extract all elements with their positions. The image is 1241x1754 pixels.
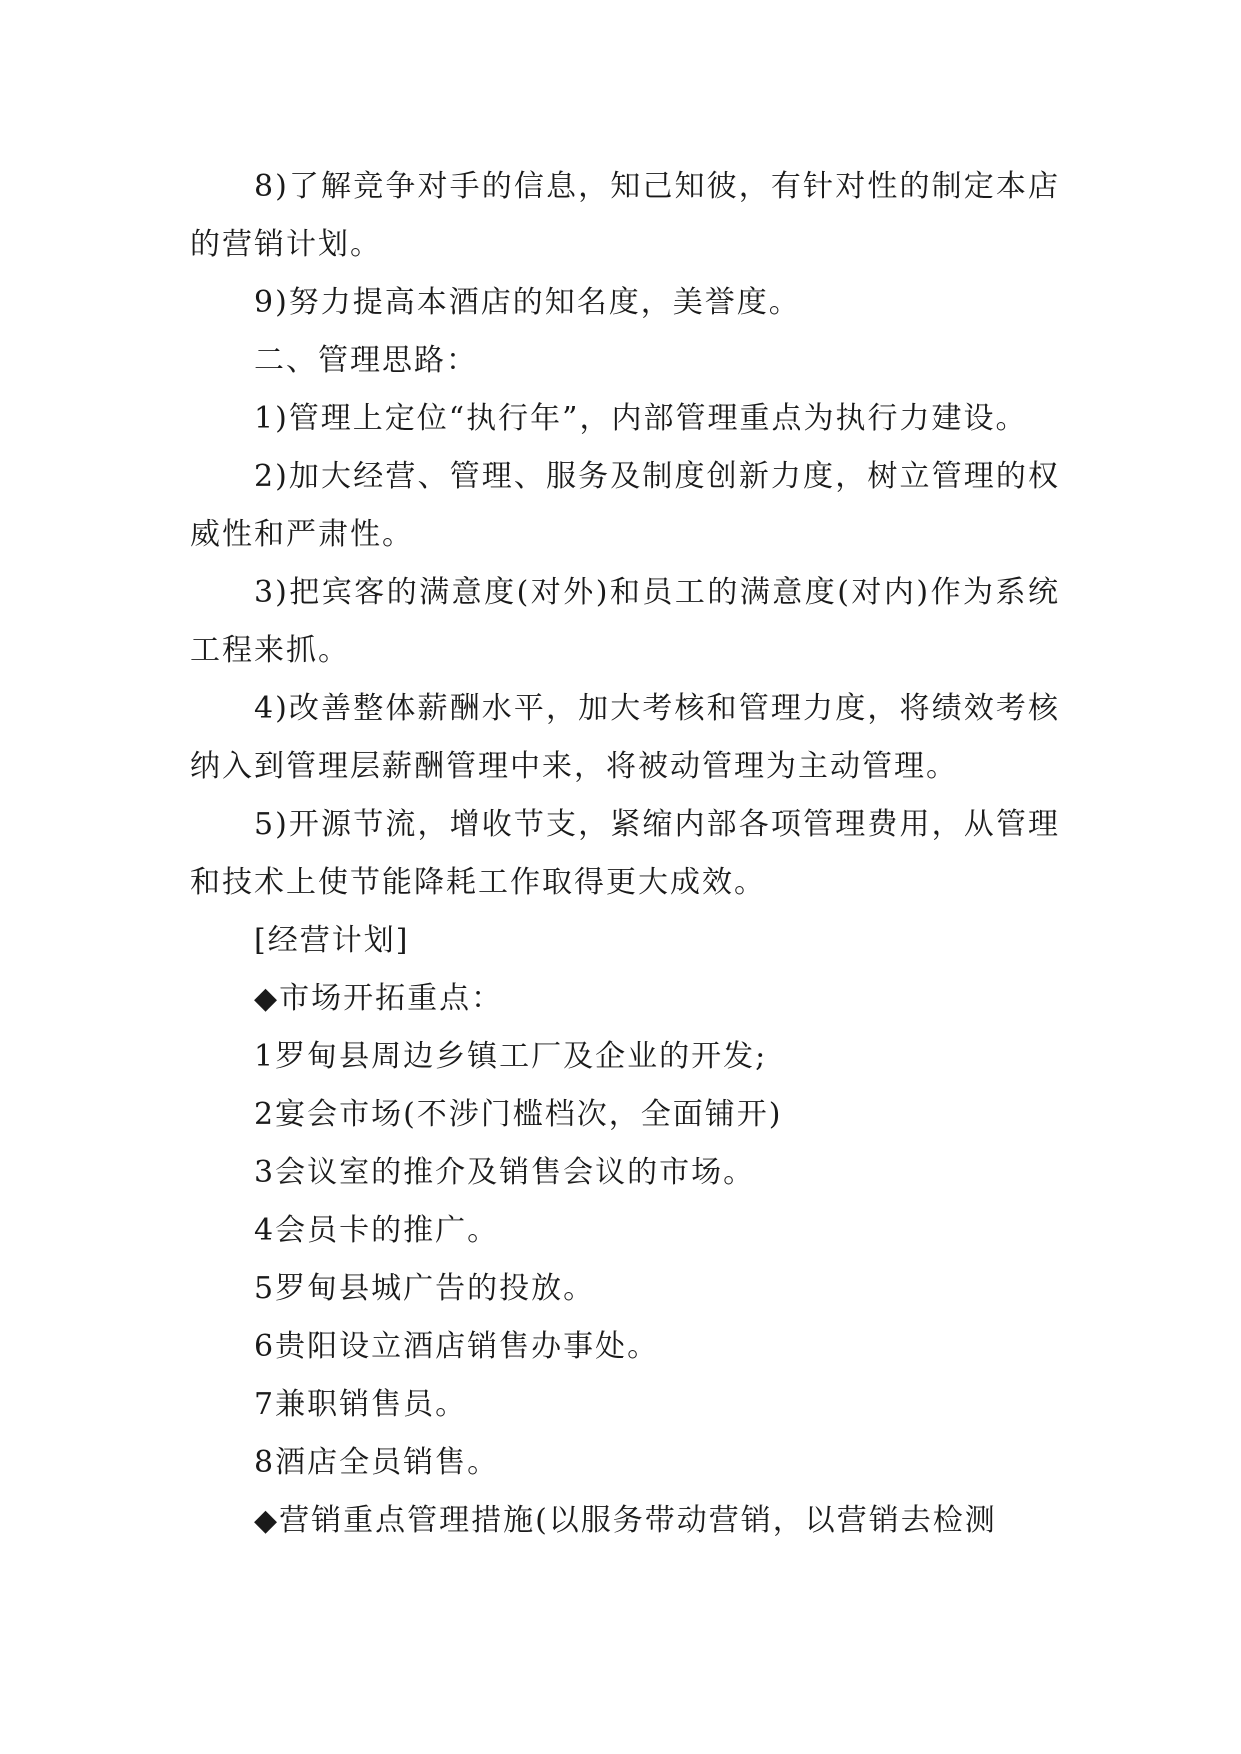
list-item-1: 1罗甸县周边乡镇工厂及企业的开发; — [254, 1039, 768, 1074]
list-item-3: 3会议室的推介及销售会议的市场。 — [254, 1155, 756, 1190]
list-item-6: 6贵阳设立酒店销售办事处。 — [254, 1329, 660, 1364]
section-heading-management-ideas: 二、管理思路： — [254, 343, 478, 378]
paragraph-salary: 4)改善整体薪酬水平，加大考核和管理力度，将绩效考核纳入到管理层薪酬管理中来，将被动管理为主动管理。 — [190, 691, 1060, 784]
list-item-8: 8酒店全员销售。 — [254, 1445, 500, 1480]
bullet-heading-market-expansion: ◆市场开拓重点： — [254, 981, 504, 1016]
paragraph-cost-saving: 5)开源节流，增收节支，紧缩内部各项管理费用，从管理和技术上使节能降耗工作取得更大成效。 — [190, 807, 1060, 900]
list-item-7: 7兼职销售员。 — [254, 1387, 468, 1422]
paragraph-execution-year: 1)管理上定位“执行年”，内部管理重点为执行力建设。 — [254, 401, 1028, 436]
paragraph-innovation: 2)加大经营、管理、服务及制度创新力度，树立管理的权威性和严肃性。 — [190, 459, 1060, 552]
list-item-4: 4会员卡的推广。 — [254, 1213, 500, 1248]
paragraph-satisfaction: 3)把宾客的满意度(对外)和员工的满意度(对内)作为系统工程来抓。 — [190, 575, 1060, 668]
paragraph-reputation: 9)努力提高本酒店的知名度，美誉度。 — [254, 285, 801, 320]
list-item-5: 5罗甸县城广告的投放。 — [254, 1271, 596, 1306]
paragraph-competitor-info: 8)了解竞争对手的信息，知己知彼，有针对性的制定本店的营销计划。 — [190, 169, 1060, 262]
list-item-2: 2宴会市场(不涉门槛档次，全面铺开) — [254, 1097, 783, 1132]
document-body — [190, 158, 1060, 1550]
section-heading-business-plan: [经营计划] — [254, 923, 410, 958]
bullet-heading-marketing-measures: ◆营销重点管理措施(以服务带动营销，以营销去检测 — [254, 1503, 997, 1538]
